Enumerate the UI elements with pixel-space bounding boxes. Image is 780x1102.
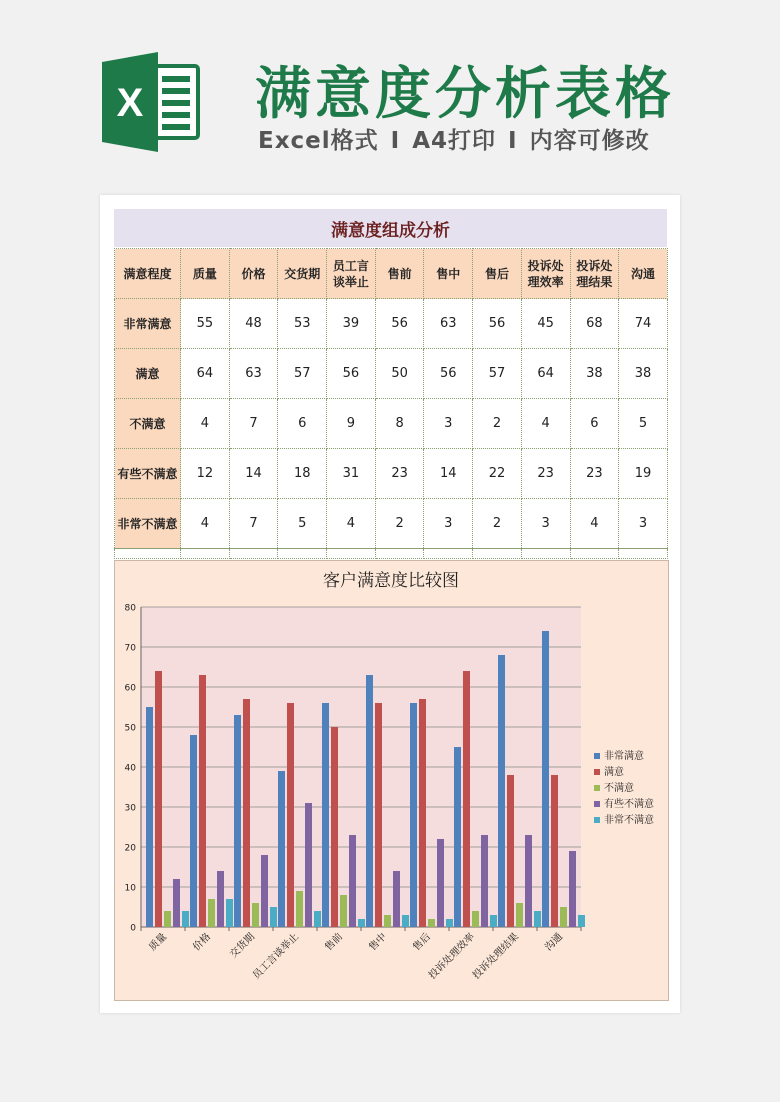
table-cell: 8 bbox=[375, 399, 424, 449]
table-row bbox=[115, 499, 668, 549]
spacer-cell bbox=[278, 549, 327, 559]
spacer-cell bbox=[521, 549, 570, 559]
row-header: 非常不满意 bbox=[115, 499, 181, 549]
bar-2 bbox=[375, 703, 382, 927]
x-tick-label: 售前 bbox=[323, 931, 346, 954]
y-tick-label: 60 bbox=[124, 683, 136, 694]
subtitle-separator: I bbox=[390, 128, 401, 154]
spacer-cell bbox=[327, 549, 376, 559]
bar-3 bbox=[164, 911, 171, 927]
bar-2 bbox=[287, 703, 294, 927]
table-title: 满意度组成分析 bbox=[114, 209, 667, 247]
table-cell: 14 bbox=[229, 449, 278, 499]
legend-label: 不满意 bbox=[604, 783, 634, 794]
y-tick-label: 40 bbox=[124, 763, 136, 774]
bar-4 bbox=[305, 803, 312, 927]
table-cell: 14 bbox=[424, 449, 473, 499]
table-cell: 22 bbox=[473, 449, 522, 499]
table-cell: 23 bbox=[521, 449, 570, 499]
satisfaction-table bbox=[114, 248, 668, 559]
x-tick-label: 员工言谈举止 bbox=[250, 931, 302, 982]
table-cell: 5 bbox=[278, 499, 327, 549]
table-cell: 4 bbox=[181, 499, 230, 549]
subtitle-editable: 内容可修改 bbox=[529, 128, 650, 154]
bar-1 bbox=[278, 771, 285, 927]
table-cell: 23 bbox=[375, 449, 424, 499]
spacer-cell bbox=[115, 549, 181, 559]
bar-1 bbox=[190, 735, 197, 927]
bar-3 bbox=[560, 907, 567, 927]
table-cell: 39 bbox=[327, 299, 376, 349]
x-tick-label: 投诉处理效率 bbox=[426, 931, 478, 982]
bar-5 bbox=[358, 919, 365, 927]
table-cell: 2 bbox=[375, 499, 424, 549]
x-tick-label: 质量 bbox=[147, 931, 170, 954]
page-header bbox=[0, 0, 780, 195]
spacer-cell bbox=[473, 549, 522, 559]
bar-5 bbox=[402, 915, 409, 927]
column-header-text: 价格 bbox=[241, 266, 266, 281]
table-cell: 12 bbox=[181, 449, 230, 499]
bar-3 bbox=[428, 919, 435, 927]
bar-5 bbox=[182, 911, 189, 927]
table-header-row bbox=[115, 249, 668, 299]
y-tick-label: 20 bbox=[124, 843, 136, 854]
table-cell: 6 bbox=[570, 399, 619, 449]
table-cell: 63 bbox=[424, 299, 473, 349]
legend-label: 非常满意 bbox=[604, 751, 644, 762]
x-tick-label: 投诉处理结果 bbox=[470, 931, 522, 982]
page-subtitle bbox=[258, 122, 698, 155]
spreadsheet-page bbox=[100, 195, 680, 1013]
table-cell: 18 bbox=[278, 449, 327, 499]
bar-1 bbox=[498, 655, 505, 927]
table-cell: 5 bbox=[619, 399, 668, 449]
bar-3 bbox=[208, 899, 215, 927]
satisfaction-bar-chart bbox=[115, 561, 668, 1000]
table-cell: 64 bbox=[181, 349, 230, 399]
column-header bbox=[229, 249, 278, 299]
table-cell: 4 bbox=[521, 399, 570, 449]
bar-2 bbox=[155, 671, 162, 927]
subtitle-format: Excel格式 bbox=[258, 128, 379, 154]
bar-3 bbox=[472, 911, 479, 927]
table-cell: 3 bbox=[424, 399, 473, 449]
table-cell: 23 bbox=[570, 449, 619, 499]
table-cell: 7 bbox=[229, 499, 278, 549]
table-cell: 56 bbox=[327, 349, 376, 399]
column-header-text: 售后 bbox=[484, 266, 509, 281]
subtitle-separator: I bbox=[508, 128, 518, 154]
table-cell: 55 bbox=[181, 299, 230, 349]
column-header-text: 沟通 bbox=[631, 266, 656, 281]
column-header bbox=[570, 249, 619, 299]
table-cell: 3 bbox=[619, 499, 668, 549]
column-header-text: 售前 bbox=[387, 266, 412, 281]
y-tick-label: 30 bbox=[124, 803, 136, 814]
table-cell: 64 bbox=[521, 349, 570, 399]
spacer-cell bbox=[229, 549, 278, 559]
legend-swatch bbox=[594, 769, 600, 775]
bar-1 bbox=[542, 631, 549, 927]
column-header bbox=[473, 249, 522, 299]
table-cell: 7 bbox=[229, 399, 278, 449]
bar-5 bbox=[578, 915, 585, 927]
legend-label: 满意 bbox=[604, 767, 624, 778]
bar-2 bbox=[331, 727, 338, 927]
spacer-cell bbox=[375, 549, 424, 559]
table-cell: 56 bbox=[473, 299, 522, 349]
x-tick-label: 售后 bbox=[411, 931, 434, 954]
bar-1 bbox=[234, 715, 241, 927]
table-cell: 19 bbox=[619, 449, 668, 499]
y-tick-label: 70 bbox=[124, 643, 136, 654]
legend-swatch bbox=[594, 801, 600, 807]
table-cell: 56 bbox=[375, 299, 424, 349]
table-cell: 45 bbox=[521, 299, 570, 349]
bar-1 bbox=[322, 703, 329, 927]
bar-5 bbox=[314, 911, 321, 927]
table-cell: 68 bbox=[570, 299, 619, 349]
bar-4 bbox=[481, 835, 488, 927]
spacer-cell bbox=[619, 549, 668, 559]
column-header-text: 投诉处 bbox=[527, 258, 564, 273]
bar-4 bbox=[349, 835, 356, 927]
bar-3 bbox=[296, 891, 303, 927]
bar-5 bbox=[446, 919, 453, 927]
legend-swatch bbox=[594, 785, 600, 791]
table-cell: 2 bbox=[473, 499, 522, 549]
table-cell: 74 bbox=[619, 299, 668, 349]
chart-title: 客户满意度比较图 bbox=[323, 571, 459, 591]
header-cell-corner: 满意程度 bbox=[115, 249, 181, 299]
legend-label: 有些不满意 bbox=[604, 799, 654, 810]
y-tick-label: 80 bbox=[124, 603, 136, 614]
table-cell: 38 bbox=[619, 349, 668, 399]
bar-1 bbox=[454, 747, 461, 927]
legend-swatch bbox=[594, 817, 600, 823]
bar-1 bbox=[410, 703, 417, 927]
bar-2 bbox=[419, 699, 426, 927]
table-row bbox=[115, 349, 668, 399]
column-header-text: 理结果 bbox=[576, 274, 613, 289]
table-cell: 4 bbox=[181, 399, 230, 449]
table-cell: 9 bbox=[327, 399, 376, 449]
column-header-text: 员工言 bbox=[332, 258, 369, 273]
bar-5 bbox=[226, 899, 233, 927]
table-cell: 57 bbox=[473, 349, 522, 399]
bar-4 bbox=[173, 879, 180, 927]
table-cell: 63 bbox=[229, 349, 278, 399]
bar-4 bbox=[525, 835, 532, 927]
bar-3 bbox=[384, 915, 391, 927]
table-cell: 53 bbox=[278, 299, 327, 349]
bar-4 bbox=[217, 871, 224, 927]
table-row bbox=[115, 399, 668, 449]
table-cell: 4 bbox=[570, 499, 619, 549]
page-title: 满意度分析表格 bbox=[255, 62, 675, 127]
y-tick-label: 0 bbox=[130, 923, 136, 934]
bar-1 bbox=[366, 675, 373, 927]
spacer-cell bbox=[181, 549, 230, 559]
bar-2 bbox=[199, 675, 206, 927]
bar-5 bbox=[534, 911, 541, 927]
legend-label: 非常不满意 bbox=[604, 815, 654, 826]
x-tick-label: 沟通 bbox=[543, 931, 566, 954]
table-spacer-row bbox=[115, 549, 668, 559]
legend-swatch bbox=[594, 753, 600, 759]
table-cell: 2 bbox=[473, 399, 522, 449]
bar-4 bbox=[261, 855, 268, 927]
spacer-cell bbox=[570, 549, 619, 559]
table-cell: 50 bbox=[375, 349, 424, 399]
table-row bbox=[115, 299, 668, 349]
table-cell: 48 bbox=[229, 299, 278, 349]
bar-2 bbox=[243, 699, 250, 927]
bar-4 bbox=[569, 851, 576, 927]
row-header: 满意 bbox=[115, 349, 181, 399]
column-header-text: 售中 bbox=[436, 266, 461, 281]
bar-2 bbox=[463, 671, 470, 927]
chart-area bbox=[114, 560, 669, 1001]
row-header: 不满意 bbox=[115, 399, 181, 449]
column-header bbox=[327, 249, 376, 299]
logo-letter: X bbox=[116, 81, 144, 125]
table-cell: 56 bbox=[424, 349, 473, 399]
column-header-text: 投诉处 bbox=[576, 258, 613, 273]
bar-2 bbox=[507, 775, 514, 927]
bar-1 bbox=[146, 707, 153, 927]
column-header bbox=[521, 249, 570, 299]
bar-3 bbox=[340, 895, 347, 927]
row-header: 有些不满意 bbox=[115, 449, 181, 499]
x-tick-label: 价格 bbox=[191, 931, 214, 954]
column-header bbox=[424, 249, 473, 299]
column-header bbox=[278, 249, 327, 299]
excel-logo-icon bbox=[100, 52, 202, 152]
subtitle-print: A4打印 bbox=[412, 128, 497, 154]
bar-3 bbox=[252, 903, 259, 927]
bar-4 bbox=[437, 839, 444, 927]
column-header-text: 理效率 bbox=[527, 274, 564, 289]
x-tick-label: 售中 bbox=[367, 931, 390, 954]
table-cell: 6 bbox=[278, 399, 327, 449]
bar-5 bbox=[270, 907, 277, 927]
bar-4 bbox=[393, 871, 400, 927]
table-row bbox=[115, 449, 668, 499]
table-cell: 57 bbox=[278, 349, 327, 399]
column-header-text: 谈举止 bbox=[332, 274, 369, 289]
table-cell: 3 bbox=[521, 499, 570, 549]
bar-5 bbox=[490, 915, 497, 927]
y-tick-label: 50 bbox=[124, 723, 136, 734]
column-header-text: 交货期 bbox=[284, 266, 321, 281]
column-header-text: 质量 bbox=[192, 266, 217, 281]
column-header bbox=[375, 249, 424, 299]
y-tick-label: 10 bbox=[124, 883, 136, 894]
x-tick-label: 交货期 bbox=[228, 931, 258, 961]
column-header bbox=[181, 249, 230, 299]
row-header: 非常满意 bbox=[115, 299, 181, 349]
table-cell: 31 bbox=[327, 449, 376, 499]
table-cell: 3 bbox=[424, 499, 473, 549]
table-cell: 38 bbox=[570, 349, 619, 399]
bar-3 bbox=[516, 903, 523, 927]
column-header bbox=[619, 249, 668, 299]
spacer-cell bbox=[424, 549, 473, 559]
bar-2 bbox=[551, 775, 558, 927]
table-cell: 4 bbox=[327, 499, 376, 549]
